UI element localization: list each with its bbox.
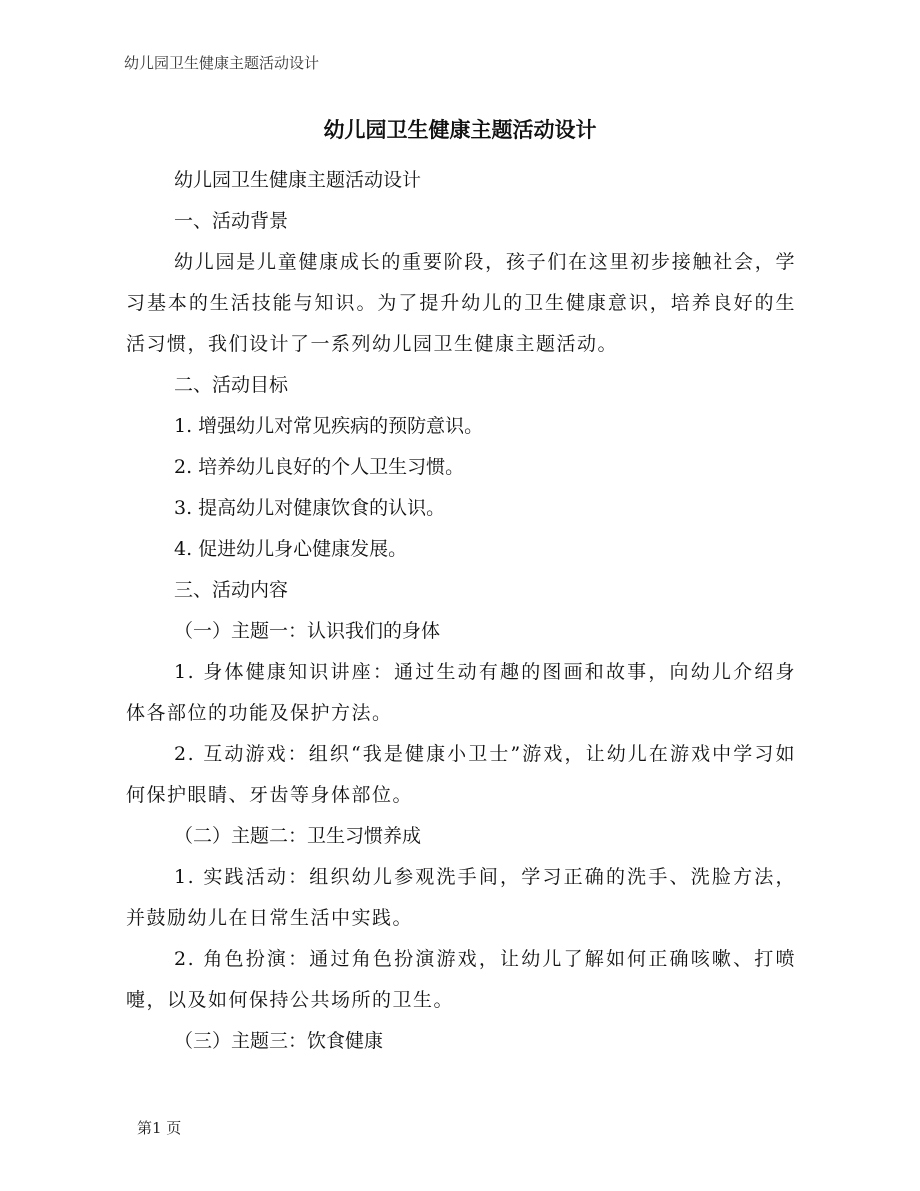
paragraph-background: 幼儿园是儿童健康成长的重要阶段，孩子们在这里初步接触社会，学习基本的生活技能与知识。为了提升幼儿的卫生健康意识，培养良好的生活习惯，我们设计了一系列幼儿园卫生健康主题活动。 bbox=[126, 251, 796, 355]
goal-item-3: 3. 提高幼儿对健康饮食的认识。 bbox=[174, 497, 446, 519]
theme-2-item-2: 2. 角色扮演：通过角色扮演游戏，让幼儿了解如何正确咳嗽、打喷嚏，以及如何保持公共场所的卫生。 bbox=[126, 948, 796, 1011]
document-title: 幼儿园卫生健康主题活动设计 bbox=[323, 118, 597, 142]
subtitle: 幼儿园卫生健康主题活动设计 bbox=[174, 169, 422, 191]
page-number: 第1 页 bbox=[137, 1119, 182, 1137]
goal-item-4: 4. 促进幼儿身心健康发展。 bbox=[174, 538, 408, 560]
heading-goals: 二、活动目标 bbox=[174, 374, 289, 396]
theme-2-item-1: 1. 实践活动：组织幼儿参观洗手间，学习正确的洗手、洗脸方法，并鼓励幼儿在日常生活中实践。 bbox=[126, 866, 796, 929]
subheading-theme-2: （二）主题二：卫生习惯养成 bbox=[174, 825, 422, 847]
goal-item-2: 2. 培养幼儿良好的个人卫生习惯。 bbox=[174, 456, 465, 478]
document-body bbox=[126, 160, 796, 1062]
theme-1-item-2: 2. 互动游戏：组织“我是健康小卫士”游戏，让幼儿在游戏中学习如何保护眼睛、牙齿等身体部位。 bbox=[126, 743, 796, 806]
heading-background: 一、活动背景 bbox=[174, 210, 289, 232]
theme-1-item-1: 1. 身体健康知识讲座：通过生动有趣的图画和故事，向幼儿介绍身体各部位的功能及保护方法。 bbox=[126, 661, 796, 724]
page-header: 幼儿园卫生健康主题活动设计 bbox=[124, 54, 320, 72]
subheading-theme-3: （三）主题三：饮食健康 bbox=[174, 1030, 384, 1052]
heading-content: 三、活动内容 bbox=[174, 579, 289, 601]
goal-item-1: 1. 增强幼儿对常见疾病的预防意识。 bbox=[174, 415, 484, 437]
subheading-theme-1: （一）主题一：认识我们的身体 bbox=[174, 620, 441, 642]
